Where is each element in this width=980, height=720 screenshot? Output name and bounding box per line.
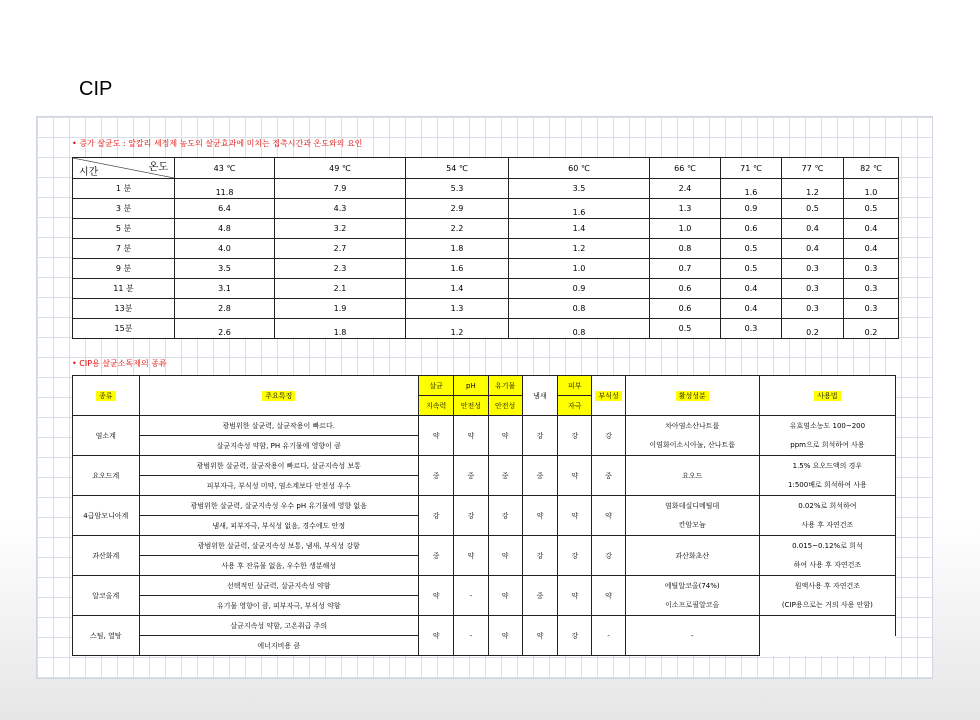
usage-line: 하여 사용 후 자연건조: [759, 556, 895, 576]
usage-line: 사용 후 자연건조: [759, 516, 895, 536]
active-line: 이소프로필알코올: [625, 596, 759, 616]
header-persist-top: 살균: [418, 376, 453, 396]
value-cell: 1.2: [509, 239, 650, 259]
header-persist-bottom: 지속력: [418, 396, 453, 416]
value-cell: 0.8: [650, 239, 721, 259]
odor-cell: 중: [522, 456, 557, 496]
value-cell: 1.8: [275, 319, 406, 339]
table-row: [73, 416, 896, 436]
skin-cell: 약: [558, 456, 592, 496]
value-cell: 1.4: [406, 279, 509, 299]
feature-line: 살균지속성 약함, PH 유기물에 영향이 큼: [139, 436, 418, 456]
ph-cell: 약: [454, 416, 488, 456]
header-features: 주요특징: [139, 376, 418, 416]
value-cell: 0.3: [782, 259, 844, 279]
active-line: 차아염소산나트륨: [625, 416, 759, 436]
corner-cell: [73, 158, 175, 179]
persist-cell: 중: [418, 456, 453, 496]
corrosion-cell: 중: [592, 456, 625, 496]
corrosion-cell: 강: [592, 416, 625, 456]
value-cell: 1.0: [509, 259, 650, 279]
persist-cell: 중: [418, 536, 453, 576]
value-cell: 2.2: [406, 219, 509, 239]
usage-line: 원액사용 후 자연건조: [759, 576, 895, 596]
corrosion-cell: 약: [592, 496, 625, 536]
skin-cell: 강: [558, 416, 592, 456]
value-cell: 4.8: [175, 219, 275, 239]
corner-temp-label: 온도: [148, 162, 168, 173]
active-line: 이염화이소시아눌, 산나트륨: [625, 436, 759, 456]
table-row: [73, 179, 899, 199]
header-odor: 냄새: [522, 376, 557, 416]
feature-line: 에너지비용 큼: [139, 636, 418, 656]
header-organic-bottom: 안전성: [488, 396, 522, 416]
value-cell: 0.5: [650, 319, 721, 339]
header-skin-bottom: 자극: [558, 396, 592, 416]
value-cell: 2.1: [275, 279, 406, 299]
header-usage: 사용법: [759, 376, 895, 416]
table-row: [73, 299, 899, 319]
feature-line: 피부자극, 부식성 미약, 염소계보다 안전성 우수: [139, 476, 418, 496]
value-cell: 0.9: [509, 279, 650, 299]
corner-time-label: 시간: [79, 167, 99, 178]
feature-line: 광범위한 살균력, 살균작용이 빠르다.: [139, 416, 418, 436]
value-cell: 0.4: [782, 219, 844, 239]
usage-line: 1:500배로 희석하여 사용: [759, 476, 895, 496]
value-cell: 0.4: [844, 219, 899, 239]
ph-cell: 중: [454, 456, 488, 496]
value-cell: 0.2: [782, 319, 844, 339]
value-cell: 0.4: [721, 299, 782, 319]
table-row: [73, 259, 899, 279]
value-cell: 0.6: [721, 219, 782, 239]
organic-cell: 강: [488, 496, 522, 536]
value-cell: 0.5: [844, 199, 899, 219]
time-label: 7 분: [73, 239, 175, 259]
kind-cell: 알코올계: [73, 576, 140, 616]
table-row: [73, 576, 896, 596]
value-cell: 1.6: [509, 199, 650, 219]
value-cell: 3.5: [175, 259, 275, 279]
table-header-row: [73, 376, 896, 396]
active-cell: 요오드: [625, 456, 759, 496]
usage-line: [759, 616, 895, 636]
kind-cell: 요오드계: [73, 456, 140, 496]
table-row: [73, 239, 899, 259]
feature-line: 광범위한 살균력, 살균작용이 빠르다, 살균지속성 보통: [139, 456, 418, 476]
value-cell: 0.3: [782, 299, 844, 319]
header-kind: 종류: [73, 376, 140, 416]
active-line: 염화데실디메틸데: [625, 496, 759, 516]
temp-header: 49 ℃: [275, 158, 406, 179]
value-cell: 2.4: [650, 179, 721, 199]
value-cell: 1.2: [406, 319, 509, 339]
ph-cell: 약: [454, 536, 488, 576]
value-cell: 1.2: [782, 179, 844, 199]
value-cell: 0.3: [782, 279, 844, 299]
header-organic-top: 유기물: [488, 376, 522, 396]
feature-line: 선택적인 살균력, 살균지속성 약함: [139, 576, 418, 596]
value-cell: 2.7: [275, 239, 406, 259]
usage-line: (CIP용으로는 거의 사용 안함): [759, 596, 895, 616]
value-cell: 1.0: [844, 179, 899, 199]
usage-line: 0.015~0.12%로 희석: [759, 536, 895, 556]
usage-line: 유효염소농도 100~200: [759, 416, 895, 436]
value-cell: 0.5: [782, 199, 844, 219]
feature-line: 살균지속성 약함, 고온취급 주의: [139, 616, 418, 636]
table-row: [73, 319, 899, 339]
usage-line: ppm으로 희석하여 사용: [759, 436, 895, 456]
organic-cell: 약: [488, 616, 522, 656]
value-cell: 7.9: [275, 179, 406, 199]
ph-cell: -: [454, 616, 488, 656]
usage-line: [759, 636, 895, 656]
table-row: [73, 199, 899, 219]
value-cell: 6.4: [175, 199, 275, 219]
usage-line: 1.5% 요오드액의 경우: [759, 456, 895, 476]
value-cell: 1.0: [650, 219, 721, 239]
feature-line: 냄새, 피부자극, 부식성 없음, 경수에도 안정: [139, 516, 418, 536]
organic-cell: 중: [488, 456, 522, 496]
value-cell: 1.9: [275, 299, 406, 319]
value-cell: 11.8: [175, 179, 275, 199]
temp-header: 43 ℃: [175, 158, 275, 179]
value-cell: 0.2: [844, 319, 899, 339]
organic-cell: 약: [488, 416, 522, 456]
value-cell: 1.6: [406, 259, 509, 279]
kind-cell: 4급암모니아계: [73, 496, 140, 536]
value-cell: 0.4: [782, 239, 844, 259]
value-cell: 0.6: [650, 279, 721, 299]
kind-cell: 염소계: [73, 416, 140, 456]
temp-header: 71 ℃: [721, 158, 782, 179]
temp-header: 82 ℃: [844, 158, 899, 179]
temp-header: 66 ℃: [650, 158, 721, 179]
disinfectant-table: [72, 375, 896, 656]
page-title: CIP: [79, 78, 113, 100]
section-title-sterilization: • 증가 살균도 : 알칼리 세정제 농도의 살균효과에 미치는 접촉시간과 온도와의 요인: [72, 139, 363, 148]
value-cell: 4.3: [275, 199, 406, 219]
kind-cell: 과산화계: [73, 536, 140, 576]
time-label: 11 분: [73, 279, 175, 299]
persist-cell: 약: [418, 616, 453, 656]
feature-line: 유기물 영향이 큼, 피부자극, 부식성 약함: [139, 596, 418, 616]
skin-cell: 강: [558, 536, 592, 576]
time-label: 5 분: [73, 219, 175, 239]
value-cell: 1.3: [406, 299, 509, 319]
time-label: 9 분: [73, 259, 175, 279]
value-cell: 0.8: [509, 319, 650, 339]
skin-cell: 약: [558, 576, 592, 616]
temp-header: 54 ℃: [406, 158, 509, 179]
table-row: [73, 496, 896, 516]
value-cell: 0.6: [650, 299, 721, 319]
table-header-row: [73, 158, 899, 179]
temp-header: 77 ℃: [782, 158, 844, 179]
odor-cell: 중: [522, 576, 557, 616]
organic-cell: 약: [488, 576, 522, 616]
odor-cell: 강: [522, 536, 557, 576]
table-row: [73, 219, 899, 239]
header-corrosion: 부식성: [592, 376, 625, 416]
persist-cell: 약: [418, 576, 453, 616]
active-cell: -: [625, 616, 759, 656]
kind-cell: 스팀, 열탕: [73, 616, 140, 656]
persist-cell: 강: [418, 496, 453, 536]
ph-cell: -: [454, 576, 488, 616]
value-cell: 3.1: [175, 279, 275, 299]
value-cell: 1.6: [721, 179, 782, 199]
value-cell: 1.8: [406, 239, 509, 259]
value-cell: 1.4: [509, 219, 650, 239]
value-cell: 2.8: [175, 299, 275, 319]
value-cell: 3.5: [509, 179, 650, 199]
section-title-disinfectants: • CIP용 살균소독제의 종류: [72, 359, 167, 368]
odor-cell: 강: [522, 416, 557, 456]
table-row: [73, 616, 896, 636]
value-cell: 2.6: [175, 319, 275, 339]
time-label: 13분: [73, 299, 175, 319]
corrosion-cell: -: [592, 616, 625, 656]
skin-cell: 강: [558, 616, 592, 656]
active-line: 칸암모늄: [625, 516, 759, 536]
header-ph-top: pH: [454, 376, 488, 396]
header-active: 활성성분: [625, 376, 759, 416]
odor-cell: 약: [522, 496, 557, 536]
feature-line: 광범위한 살균력, 살균지속성 보통, 냄새, 부식성 강함: [139, 536, 418, 556]
feature-line: 광범위한 살균력, 살균지속성 우수 pH 유기물에 영향 없음: [139, 496, 418, 516]
corrosion-cell: 약: [592, 576, 625, 616]
value-cell: 5.3: [406, 179, 509, 199]
table-row: [73, 536, 896, 556]
odor-cell: 약: [522, 616, 557, 656]
sterilization-table: [72, 157, 899, 339]
header-ph-bottom: 안전성: [454, 396, 488, 416]
active-line: 에틸알코올(74%): [625, 576, 759, 596]
value-cell: 0.3: [844, 299, 899, 319]
feature-line: 사용 후 잔류물 없음, 우수한 생분해성: [139, 556, 418, 576]
value-cell: 0.3: [844, 279, 899, 299]
table-row: [73, 456, 896, 476]
organic-cell: 약: [488, 536, 522, 576]
value-cell: 3.2: [275, 219, 406, 239]
value-cell: 2.3: [275, 259, 406, 279]
ph-cell: 강: [454, 496, 488, 536]
value-cell: 0.3: [844, 259, 899, 279]
value-cell: 1.3: [650, 199, 721, 219]
corrosion-cell: 강: [592, 536, 625, 576]
time-label: 15분: [73, 319, 175, 339]
temp-header: 60 ℃: [509, 158, 650, 179]
value-cell: 0.5: [721, 239, 782, 259]
usage-line: 0.02%로 희석하여: [759, 496, 895, 516]
table-row: [73, 279, 899, 299]
time-label: 3 분: [73, 199, 175, 219]
value-cell: 0.7: [650, 259, 721, 279]
skin-cell: 약: [558, 496, 592, 536]
value-cell: 4.0: [175, 239, 275, 259]
active-cell: 과산화초산: [625, 536, 759, 576]
time-label: 1 분: [73, 179, 175, 199]
value-cell: 0.4: [721, 279, 782, 299]
value-cell: 0.8: [509, 299, 650, 319]
value-cell: 2.9: [406, 199, 509, 219]
header-skin-top: 피부: [558, 376, 592, 396]
value-cell: 0.9: [721, 199, 782, 219]
persist-cell: 약: [418, 416, 453, 456]
value-cell: 0.3: [721, 319, 782, 339]
value-cell: 0.5: [721, 259, 782, 279]
value-cell: 0.4: [844, 239, 899, 259]
